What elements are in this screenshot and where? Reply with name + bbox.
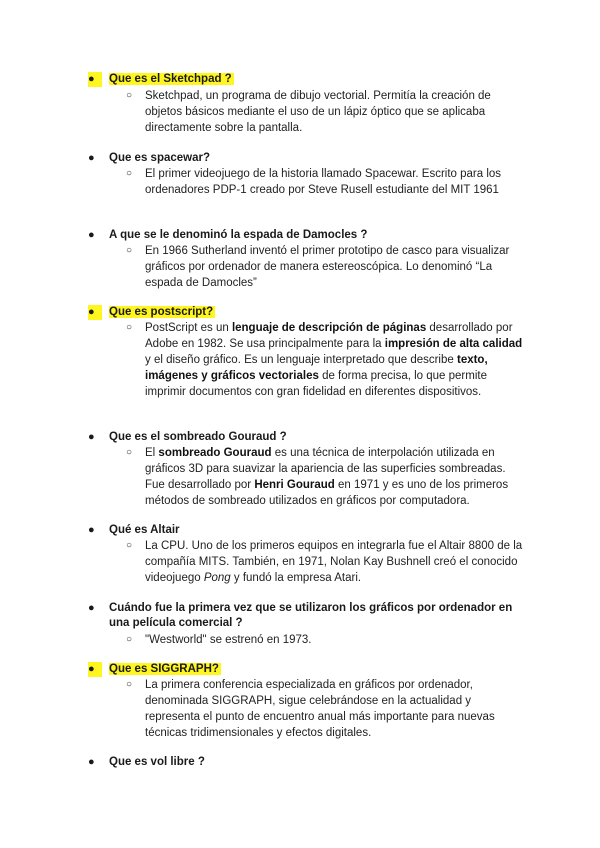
bullet-icon: ● — [88, 305, 102, 320]
highlighted-question-text: Que es SIGGRAPH? — [109, 663, 219, 675]
question-siggraph — [88, 662, 528, 677]
text-run: y el diseño gráfico. Es un lenguaje interpretado que describe — [145, 354, 457, 366]
sub-bullet-icon: ○ — [126, 634, 133, 645]
text-run: en 1971 y es uno de los primeros métodos de sombreado utilizados en gráficos por computadora. — [145, 479, 509, 507]
text-run: El — [145, 447, 159, 459]
question-postscript — [88, 305, 528, 320]
question-gouraud — [88, 430, 528, 445]
bold-term: lenguaje de descripción de páginas — [231, 322, 427, 334]
sub-bullet-icon: ○ — [126, 90, 133, 101]
question-text: Cuándo fue la primera vez que se utilizaron los gráficos por ordenador en una película comercial ? — [109, 602, 513, 629]
question-text: Que es el sombreado Gouraud ? — [109, 431, 287, 443]
bold-term: texto, imágenes y gráficos vectoriales — [145, 354, 488, 382]
question-text — [109, 305, 528, 320]
sub-bullet-icon: ○ — [126, 245, 133, 256]
question-first-film — [88, 601, 528, 631]
bullet-icon: ● — [88, 662, 102, 677]
question-spacewar — [88, 151, 528, 166]
highlighted-question-text: Que es postscript? — [109, 306, 214, 318]
answer-text: Sketchpad, un programa de dibujo vectorial. Permitía la creación de objetos básicos mediante el uso de un lápiz óptico que se aplicaba directamente sobre la pantalla. — [145, 90, 491, 134]
italic-term: Pong — [203, 572, 231, 584]
answer-first-film — [126, 632, 526, 648]
sub-bullet-icon: ○ — [126, 540, 133, 551]
question-text — [109, 72, 528, 87]
text-run: de forma precisa, lo que permite imprimir documentos con gran fidelidad en diferentes dispositivos. — [145, 370, 487, 398]
question-vol-libre — [88, 755, 528, 770]
question-damocles — [88, 228, 528, 243]
question-text — [109, 662, 528, 677]
text-run: es una técnica de interpolación utilizada en gráficos 3D para suavizar la apariencia de las superficies sombreadas. Fue desarrollado por — [145, 447, 506, 491]
bold-term: impresión de alta calidad — [384, 338, 523, 350]
answer-text: En 1966 Sutherland inventó el primer prototipo de casco para visualizar gráficos por ordenador de manera estereoscópica. Lo denominó “La espada de Damocles” — [145, 245, 510, 289]
question-altair — [88, 523, 528, 538]
question-text: Que es vol libre ? — [109, 756, 205, 768]
sub-bullet-icon: ○ — [126, 679, 133, 690]
answer-siggraph — [126, 677, 526, 741]
question-sketchpad — [88, 72, 528, 87]
bullet-icon: ● — [88, 524, 95, 536]
bullet-icon: ● — [88, 152, 95, 164]
question-text: Qué es Altair — [109, 524, 180, 536]
highlighted-question-text: Que es el Sketchpad ? — [109, 73, 232, 85]
answer-spacewar — [126, 166, 526, 198]
answer-text: La primera conferencia especializada en gráficos por ordenador, denominada SIGGRAPH, sigue celebrándose en la actualidad y representa el punto de encuentro anual más importante para nuevas técnicas tridimensionales y efectos digitales. — [145, 679, 495, 739]
answer-text — [145, 320, 526, 400]
bullet-icon: ● — [88, 72, 102, 87]
sub-bullet-icon: ○ — [126, 322, 133, 333]
answer-altair — [126, 538, 526, 586]
question-text: A que se le denominó la espada de Damocles ? — [109, 229, 368, 241]
bullet-icon: ● — [88, 431, 95, 443]
text-run: y fundó la empresa Atari. — [230, 572, 362, 584]
bold-term: sombreado Gouraud — [158, 447, 272, 459]
bullet-icon: ● — [88, 756, 95, 768]
answer-postscript — [126, 320, 526, 400]
text-run: PostScript es un — [145, 322, 232, 334]
question-text: Que es spacewar? — [109, 152, 210, 164]
answer-text: El primer videojuego de la historia llamado Spacewar. Escrito para los ordenadores PDP-1 creado por Steve Rusell estudiante del MIT 1961 — [145, 168, 502, 196]
answer-damocles — [126, 243, 526, 291]
text-run: La CPU. Uno de los primeros equipos en integrarla fue el Altair 8800 de la compañía MITS. También, en 1971, Nolan Kay Bushnell creó el conocido videojuego — [145, 540, 523, 584]
answer-text — [145, 538, 526, 586]
answer-sketchpad — [126, 88, 526, 136]
answer-text — [145, 445, 526, 509]
answer-text: "Westworld" se estrenó en 1973. — [145, 634, 312, 646]
text-run: desarrollado por Adobe en 1982. Se usa principalmente para la — [145, 322, 513, 350]
sub-bullet-icon: ○ — [126, 447, 133, 458]
sub-bullet-icon: ○ — [126, 168, 133, 179]
answer-gouraud — [126, 445, 526, 509]
bullet-icon: ● — [88, 229, 95, 241]
bold-term: Henri Gouraud — [254, 479, 335, 491]
bullet-icon: ● — [88, 602, 95, 614]
